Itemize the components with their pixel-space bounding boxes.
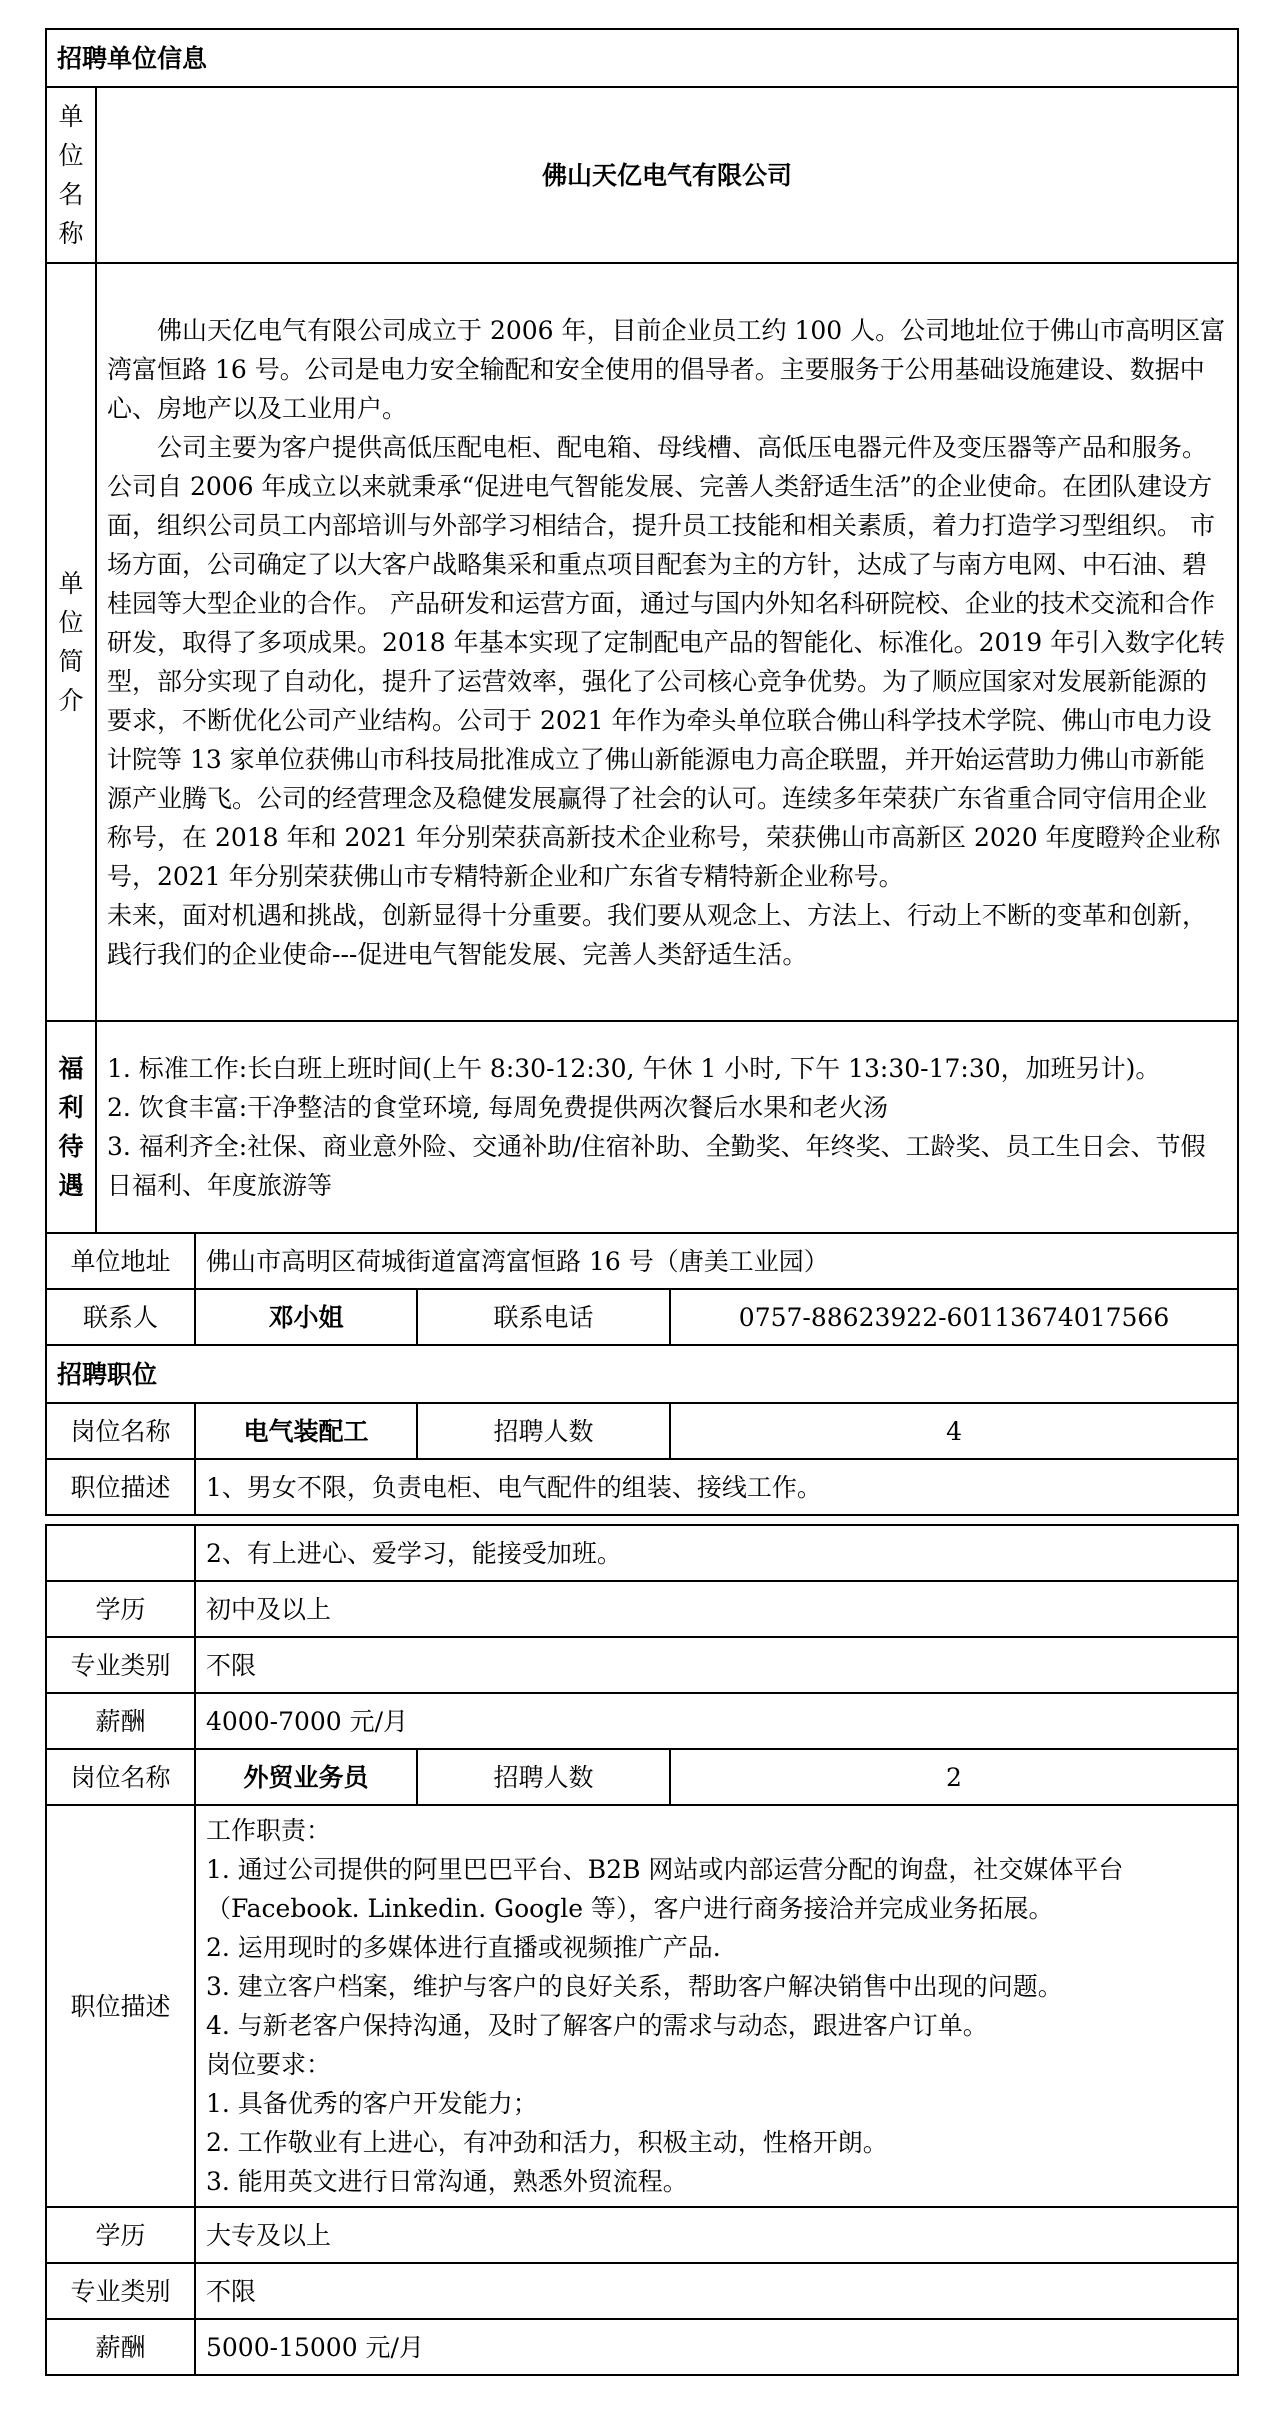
company-intro-label: [46, 263, 96, 1021]
company-section-heading: 招聘单位信息: [46, 29, 1238, 87]
intro-paragraph-1: 佛山天亿电气有限公司成立于 2006 年，目前企业员工约 100 人。公司地址位于佛山市高明区富湾富恒路 16 号。公司是电力安全输配和安全使用的倡导者。主要服务于公用基础设施建设、数据中心、房地产以及工业用户。: [107, 315, 1226, 423]
address-label: 单位地址: [46, 1233, 195, 1289]
job1-edu: 初中及以上: [195, 1581, 1238, 1637]
job1-salary-label: 薪酬: [46, 1693, 195, 1749]
job2-major-label: 专业类别: [46, 2263, 195, 2319]
job2-title: 外贸业务员: [195, 1749, 417, 1805]
job2-desc-line: 1. 通过公司提供的阿里巴巴平台、B2B 网站或内部运营分配的询盘，社交媒体平台（Facebook. Linkedin. Google 等），客户进行商务接洽并完成业务拓展。: [206, 1855, 1124, 1923]
intro-paragraph-2: 公司主要为客户提供高低压配电柜、配电箱、母线槽、高低压电器元件及变压器等产品和服务。公司自 2006 年成立以来就秉承“促进电气智能发展、完善人类舒适生活”的企业使命。在团队建设方面，组织公司员工内部培训与外部学习相结合，提升员工技能和相关素质，着力打造学习型组织。 市场方面，公司确定了以大客户战略集采和重点项目配套为主的方针，达成了与南方电网、中石油、碧桂园等大型企业的合作。 产品研发和运营方面，通过与国内外知名科研院校、企业的技术交流和合作研发，取得了多项成果。2018 年基本实现了定制配电产品的智能化、标准化。2019 年引入数字化转型，部分实现了自动化，提升了运营效率，强化了公司核心竞争优势。为了顺应国家对发展新能源的要求，不断优化公司产业结构。公司于 2021 年作为牵头单位联合佛山科学技术学院、佛山市电力设计院等 13 家单位获佛山市科技局批准成立了佛山新能源电力高企联盟，并开始运营助力佛山市新能源产业腾飞。公司的经营理念及稳健发展赢得了社会的认可。连续多年荣获广东省重合同守信用企业称号，在 2018 年和 2021 年分别荣获高新技术企业称号，荣获佛山市高新区 2020 年度瞪羚企业称号，2021 年分别荣获佛山市专精特新企业和广东省专精特新企业称号。: [107, 432, 1226, 891]
job2-title-label: 岗位名称: [46, 1749, 195, 1805]
job2-count: 2: [670, 1749, 1238, 1805]
job1-desc-label: 职位描述: [46, 1459, 195, 1515]
job2-desc-line: 1. 具备优秀的客户开发能力；: [206, 2089, 538, 2118]
job2-desc-line: 3. 能用英文进行日常沟通，熟悉外贸流程。: [206, 2167, 688, 2196]
benefit-item: 1. 标准工作:长白班上班时间(上午 8:30-12:30, 午休 1 小时, 下午 13:30-17:30，加班另计)。: [107, 1054, 1161, 1083]
company-address: 佛山市高明区荷城街道富湾富恒路 16 号（唐美工业园）: [195, 1233, 1238, 1289]
job1-major-label: 专业类别: [46, 1637, 195, 1693]
job2-salary: 5000-15000 元/月: [195, 2319, 1238, 2375]
job1-title: 电气装配工: [195, 1403, 417, 1459]
job2-major: 不限: [195, 2263, 1238, 2319]
job1-major: 不限: [195, 1637, 1238, 1693]
phone-label: 联系电话: [417, 1289, 670, 1345]
benefits-label: [46, 1021, 96, 1233]
job2-desc-line: 2. 工作敬业有上进心，有冲劲和活力，积极主动，性格开朗。: [206, 2128, 888, 2157]
company-name: 佛山天亿电气有限公司: [96, 87, 1238, 263]
company-intro: [96, 263, 1238, 1021]
company-info-table: [45, 28, 1239, 1516]
job2-desc-label: 职位描述: [46, 1805, 195, 2207]
job1-title-label: 岗位名称: [46, 1403, 195, 1459]
job2-desc-line: 工作职责：: [206, 1816, 332, 1845]
intro-paragraph-3: 未来，面对机遇和挑战，创新显得十分重要。我们要从观念上、方法上、行动上不断的变革和创新，践行我们的企业使命---促进电气智能发展、完善人类舒适生活。: [107, 900, 1208, 969]
company-name-label-text: 单位名称: [58, 102, 84, 248]
benefit-item: 2. 饮食丰富:干净整洁的食堂环境, 每周免费提供两次餐后水果和老火汤: [107, 1093, 889, 1122]
jobs-section-heading: 招聘职位: [46, 1345, 1238, 1403]
benefits-label-text: 福利待遇: [58, 1054, 84, 1200]
contact-name: 邓小姐: [195, 1289, 417, 1345]
job1-count-label: 招聘人数: [417, 1403, 670, 1459]
company-name-label: [46, 87, 96, 263]
job2-desc-line: 3. 建立客户档案，维护与客户的良好关系，帮助客户解决销售中出现的问题。: [206, 1972, 1063, 2001]
job2-count-label: 招聘人数: [417, 1749, 670, 1805]
jobs-table: [45, 1524, 1239, 2376]
benefits-list: [96, 1021, 1238, 1233]
job1-desc-line1: 1、男女不限，负责电柜、电气配件的组装、接线工作。: [195, 1459, 1238, 1515]
job2-desc-line: 4. 与新老客户保持沟通，及时了解客户的需求与动态，跟进客户订单。: [206, 2011, 988, 2040]
job1-desc-line2: 2、有上进心、爱学习，能接受加班。: [195, 1525, 1238, 1581]
benefit-item: 3. 福利齐全:社保、商业意外险、交通补助/住宿补助、全勤奖、年终奖、工龄奖、员工生日会、节假日福利、年度旅游等: [107, 1132, 1206, 1200]
job2-desc: [195, 1805, 1238, 2207]
job2-salary-label: 薪酬: [46, 2319, 195, 2375]
job2-desc-line: 岗位要求：: [206, 2050, 332, 2079]
job2-edu-label: 学历: [46, 2207, 195, 2263]
job1-edu-label: 学历: [46, 1581, 195, 1637]
job1-count: 4: [670, 1403, 1238, 1459]
job2-edu: 大专及以上: [195, 2207, 1238, 2263]
contact-label: 联系人: [46, 1289, 195, 1345]
job2-desc-line: 2. 运用现时的多媒体进行直播或视频推广产品.: [206, 1933, 721, 1962]
job1-salary: 4000-7000 元/月: [195, 1693, 1238, 1749]
job1-desc-cont-label: [46, 1525, 195, 1581]
contact-phone: 0757-88623922-60113674017566: [670, 1289, 1238, 1345]
company-intro-label-text: 单位简介: [58, 569, 84, 715]
